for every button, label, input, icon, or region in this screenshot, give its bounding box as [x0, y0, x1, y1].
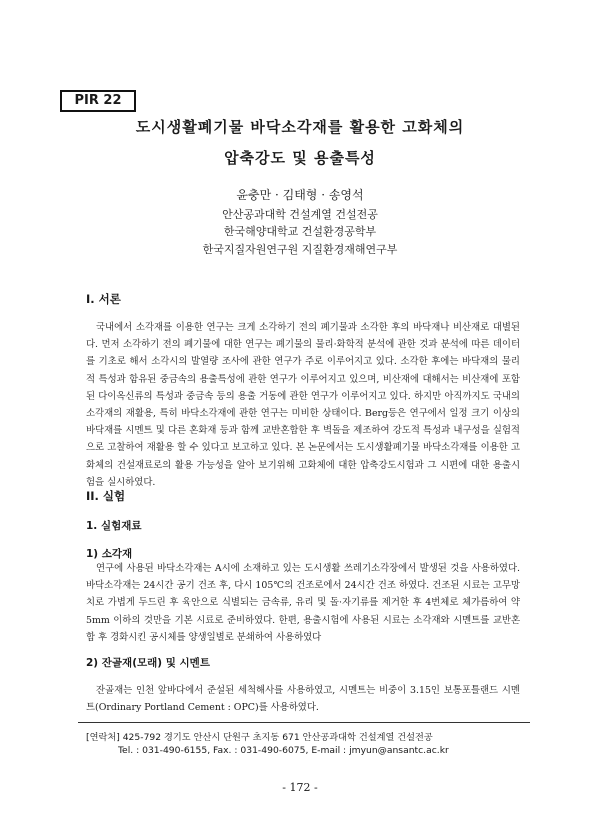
- contact-line-1: [연락처] 425-792 경기도 안산시 단원구 초지동 671 안산공과대학 건설계열 건설전공: [86, 732, 433, 743]
- ash-text: 연구에 사용된 바닥소각재는 A시에 소재하고 있는 도시생활 쓰레기소각장에서 발생된 것을 사용하였다. 바닥소각재는 24시간 공기 건조 후, 다시 105℃의 건조로에서 24시간 건조 하였다. 건조된 시료는 고무망치로 가볍게 두드린 후 육안으로 식별되는 금속류, 유리 및 돌·자기류를 제거한 후 4번체로 체가름하여 약 5mm 이하의 것만을 기본 시료로 준비하였다. 한편, 용출시험에 사용된 시료는 소각재와 시멘트를 교반혼합 후 경화시킨 공시체를 양생일별로 분쇄하여 사용하였다: [86, 563, 520, 643]
- section-experiment-heading: II. 실험: [86, 489, 126, 503]
- page-number: - 172 -: [282, 781, 318, 794]
- aggregate-heading: 2) 잔골재(모래) 및 시멘트: [86, 657, 210, 669]
- pir-badge: PIR 22: [60, 90, 136, 112]
- section-intro-heading: I. 서론: [86, 292, 121, 306]
- authors: 윤충만 · 김태형 · 송영석: [236, 188, 364, 202]
- intro-text: 국내에서 소각재를 이용한 연구는 크게 소각하기 전의 폐기물과 소각한 후의 바닥재나 비산재로 대별된다. 먼저 소각하기 전의 폐기물에 대한 연구는 폐기물의 물리·화학적 분석에 관한 것과 분석에 따른 데이터를 기초로 해서 소각시의 발열량 조사에 관한 연구가 주로 이루어지고 있다. 소각한 후에는 바닥재의 물리적 특성과 함유된 중금속의 용출특성에 관한 연구가 이루어지고 있으며, 비산재에 대해서는 비산재에 포함된 다이옥신류의 특성과 중금속 등의 용출 거동에 관한 연구가 이루어지고 있다. 하지만 아직까지도 국내의 소각재의 재활용, 특히 바닥소각재에 관한 연구는 미비한 상태이다. Berg등은 연구에서 일정 크기 이상의 바닥재를 시멘트 및 다른 혼화재 등과 함께 교반혼합한 후 벽돌을 제조하여 강도적 특성과 내구성을 실험적으로 고찰하여 재활용 할 수 있다고 보고하고 있다. 본 논문에서는 도시생활폐기물 바닥소각재를 이용한 고화체의 건설재료로의 활용 가능성을 알아 보기위해 고화체에 대한 압축강도시험과 그 시편에 대한 용출시험을 실시하였다.: [86, 322, 520, 488]
- affiliation-1: 안산공과대학 건설계열 건설전공: [222, 208, 378, 221]
- ash-paragraph: [86, 560, 520, 646]
- aggregate-text: 잔골재는 인천 앞바다에서 준설된 세척해사를 사용하였고, 시멘트는 비중이 3.15인 보통포틀랜드 시멘트(Ordinary Portland Cement : OPC)를 사용하였다.: [86, 685, 520, 714]
- footer-divider: [78, 722, 530, 723]
- materials-heading: 1. 실험재료: [86, 520, 142, 532]
- contact-line-2: Tel. : 031-490-6155, Fax. : 031-490-6075, E-mail : jmyun@ansantc.ac.kr: [118, 745, 449, 756]
- paper-title-line1: 도시생활폐기물 바닥소각재를 활용한 고화체의: [135, 118, 465, 136]
- affiliation-3: 한국지질자원연구원 지질환경재해연구부: [202, 243, 398, 256]
- paper-title-line2: 압축강도 및 용출특성: [224, 149, 376, 167]
- ash-heading: 1) 소각재: [86, 548, 133, 560]
- affiliation-2: 한국해양대학교 건설환경공학부: [223, 225, 377, 238]
- intro-paragraph: [86, 319, 520, 491]
- aggregate-paragraph: [86, 682, 520, 716]
